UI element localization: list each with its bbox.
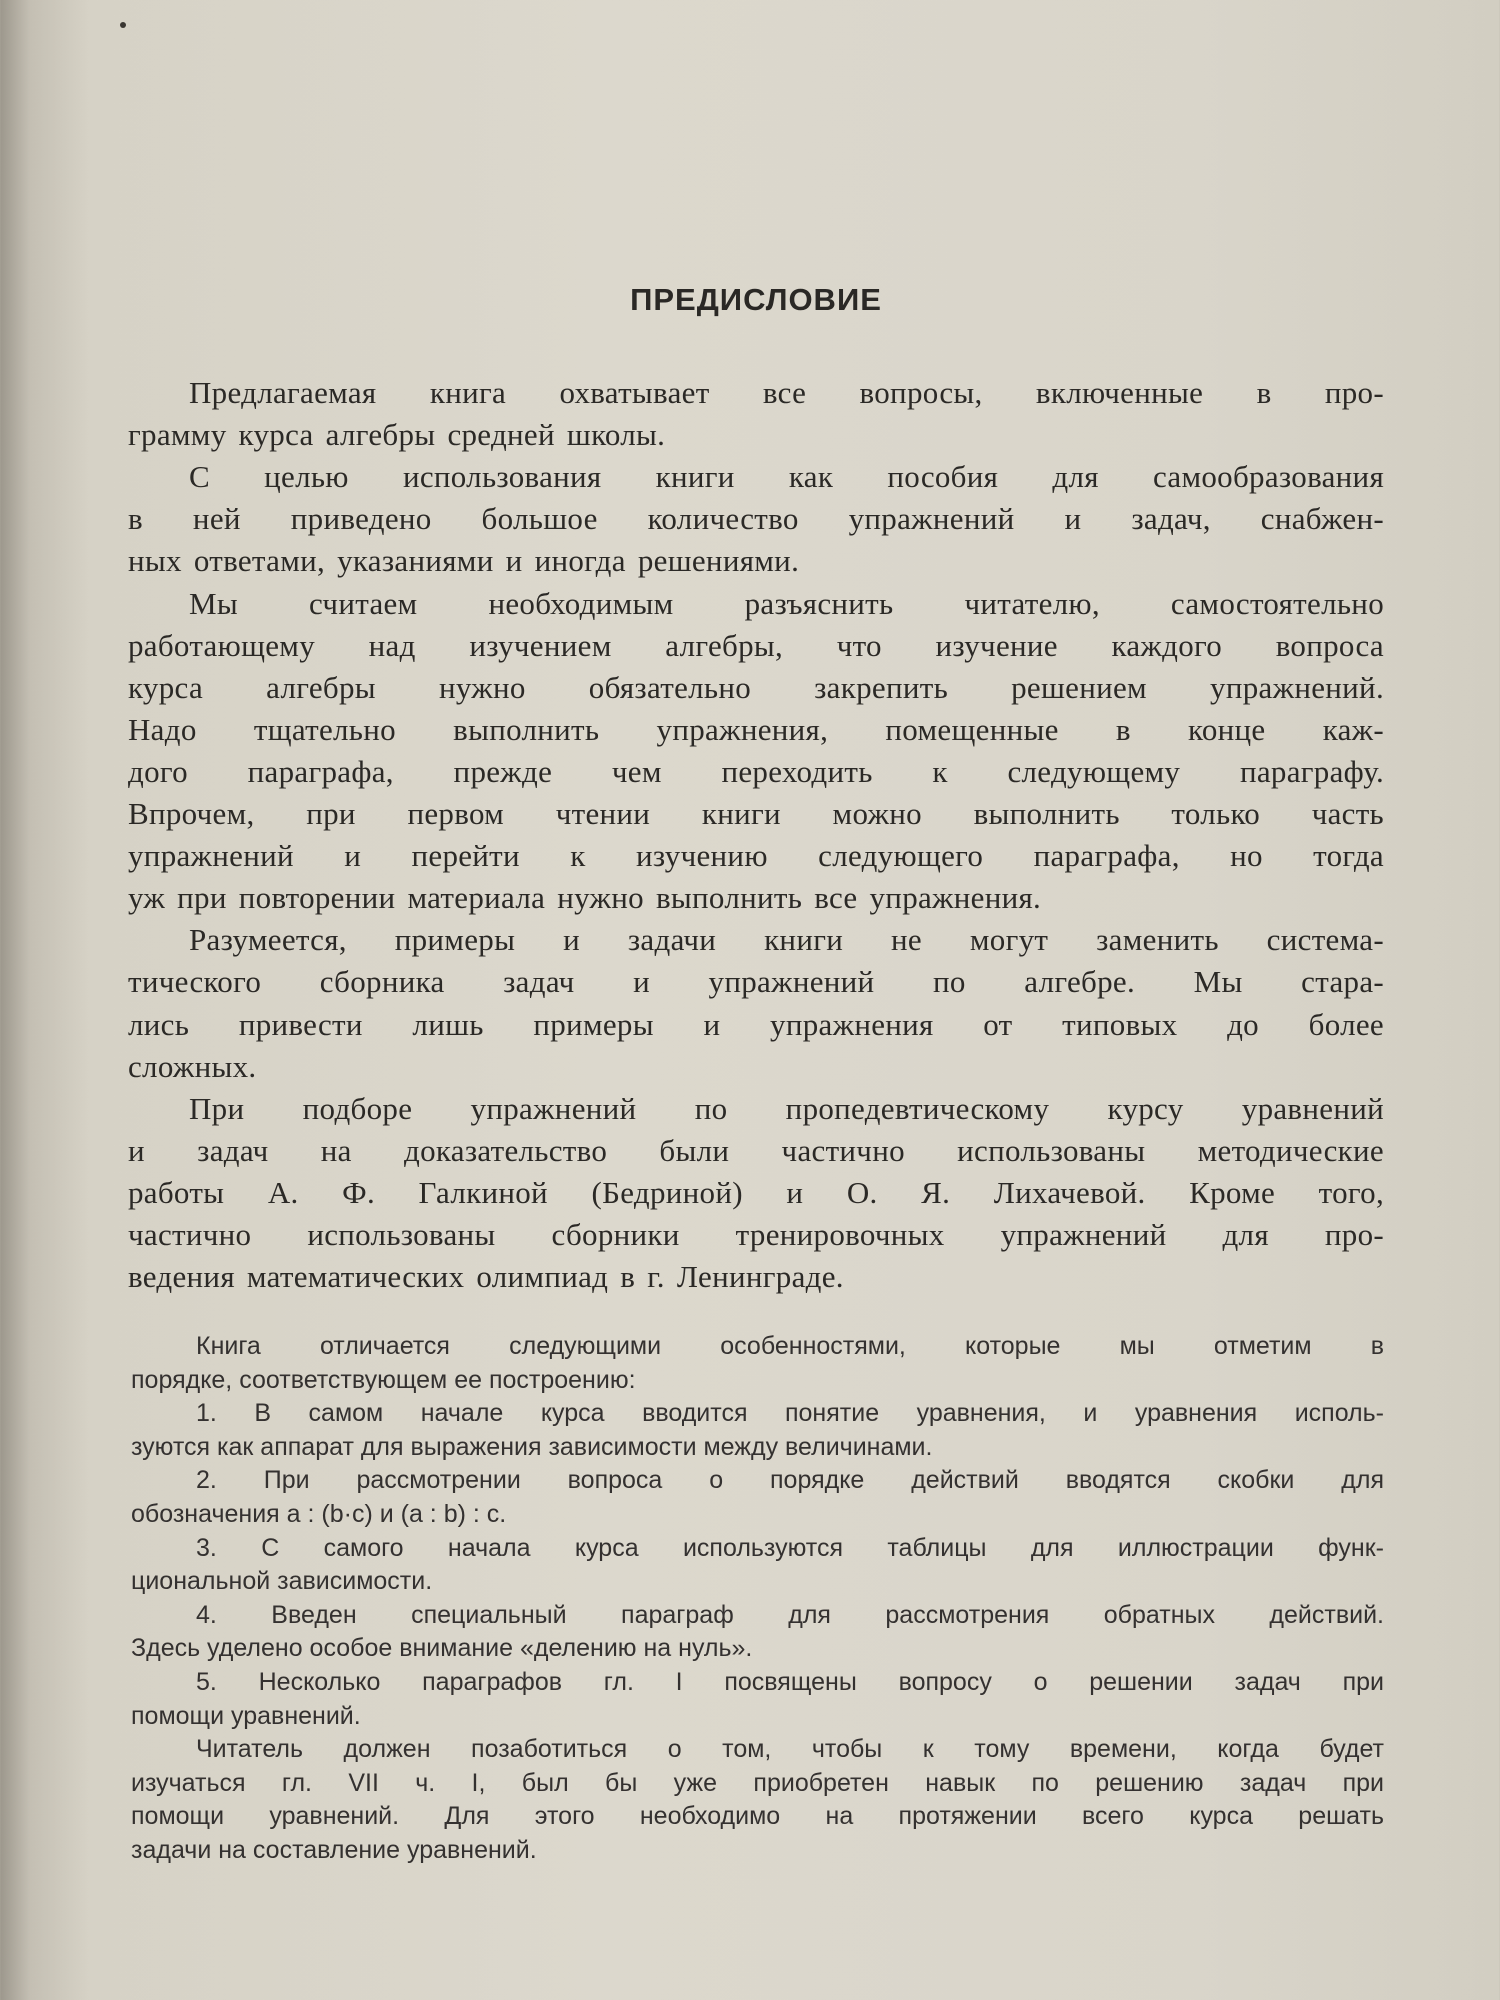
text-line: помощи уравнений. Для этого необходимо на протяжении всего курса решать [131,1802,1384,1831]
text-line: ведения математических олимпиад в г. Ленинграде. [128,1259,844,1295]
text-line: сложных. [128,1048,257,1084]
text-line: тического сборника задач и упражнений по алгебре. Мы стара- [128,964,1384,1000]
page-title: ПРЕДИСЛОВИЕ [630,282,882,317]
text-line: 3. С самого начала курса используются таблицы для иллюстрации функ- [196,1533,1384,1562]
text-line: 2. При рассмотрении вопроса о порядке действий вводятся скобки для [196,1466,1384,1495]
text-line: Здесь уделено особое внимание «делению на нуль». [131,1634,753,1663]
text-line: обозначения a : (b·c) и (a : b) : c. [131,1500,507,1528]
text-line: в ней приведено большое количество упражнений и задач, снабжен- [128,501,1384,537]
text-line: и задач на доказательство были частично использованы методические [128,1132,1384,1168]
text-line: работающему над изучением алгебры, что изучение каждого вопроса [128,627,1384,663]
text-line: работы А. Ф. Галкиной (Бедриной) и О. Я. Лихачевой. Кроме того, [128,1174,1384,1210]
text-line: дого параграфа, прежде чем переходить к следующему параграфу. [128,753,1384,789]
text-line: циональной зависимости. [131,1567,433,1596]
text-line: Предлагаемая книга охватывает все вопросы, включенные в про- [189,375,1384,410]
text-line: зуются как аппарат для выражения зависимости между величинами. [131,1432,933,1461]
text-line: задачи на составление уравнений. [131,1836,537,1864]
text-line: При подборе упражнений по пропедевтическому курсу уравнений [189,1090,1384,1126]
text-line: Разумеется, примеры и задачи книги не могут заменить система- [189,922,1384,958]
text-line: упражнений и перейти к изучению следующего параграфа, но тогда [128,838,1384,874]
text-line: Мы считаем необходимым разъяснить читателю, самостоятельно [189,585,1384,621]
text-line: 1. В самом начале курса вводится понятие уравнения, и уравнения исполь- [196,1399,1384,1428]
text-line: уж при повторении материала нужно выполнить все упражнения. [128,880,1042,916]
text-line: 5. Несколько параграфов гл. I посвящены вопросу о решении задач при [196,1668,1384,1696]
text-line: лись привести лишь примеры и упражнения от типовых до более [128,1006,1384,1042]
ink-speck [120,22,126,28]
text-line: ных ответами, указаниями и иногда решениями. [128,543,800,579]
text-line: Читатель должен позаботиться о том, чтобы к тому времени, когда будет [196,1735,1384,1764]
text-line: С целью использования книги как пособия для самообразования [189,459,1384,495]
text-line: частично использованы сборники тренировочных упражнений для про- [128,1217,1384,1252]
text-line: изучаться гл. VII ч. I, был бы уже приобретен навык по решению задач при [131,1768,1384,1797]
text-line: помощи уравнений. [131,1701,361,1730]
text-line: Книга отличается следующими особенностями, которые мы отметим в [196,1332,1384,1360]
text-line: грамму курса алгебры средней школы. [128,417,666,453]
text-line: порядке, соответствующем ее построению: [131,1365,636,1394]
text-line: Надо тщательно выполнить упражнения, помещенные в конце каж- [128,711,1384,747]
text-line: Впрочем, при первом чтении книги можно выполнить только часть [128,796,1384,831]
text-line: 4. Введен специальный параграф для рассмотрения обратных действий. [196,1600,1384,1629]
text-line: курса алгебры нужно обязательно закрепить решением упражнений. [128,669,1384,705]
